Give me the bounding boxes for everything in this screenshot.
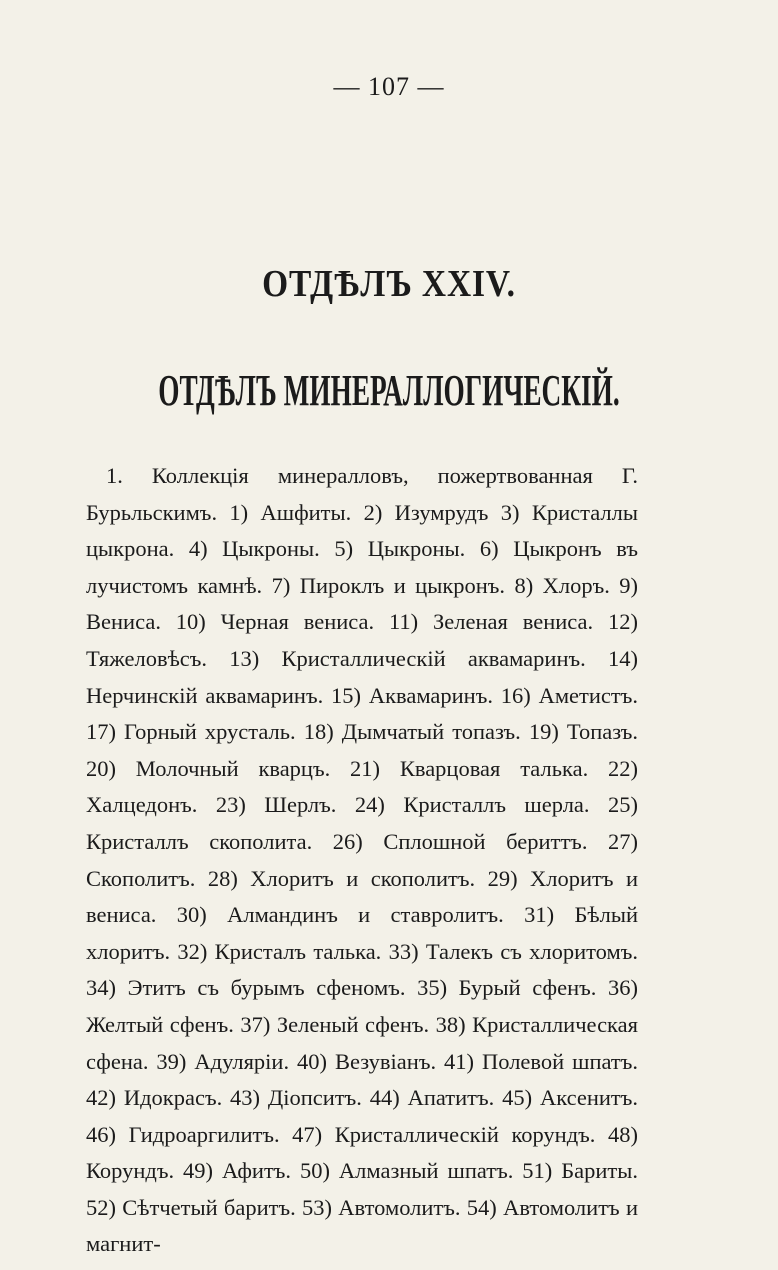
body-text-block [86, 458, 638, 1263]
page-number: — 107 — [333, 72, 445, 101]
section-subtitle: ОТДѢЛЪ МИНЕРАЛЛОГИЧЕСКІЙ. [158, 366, 620, 415]
section-title: ОТДѢЛЪ XXIV. [262, 263, 516, 305]
body-paragraph: 1. Коллекція минералловъ, пожертвованная Г. Бурьльскимъ. 1) Ашфиты. 2) Изумрудъ 3) Кристаллы цыкрона. 4) Цыкроны. 5) Цыкроны. 6) Цыкронъ въ лучистомъ камнѣ. 7) Пироклъ и цыкронъ. 8) Хлоръ. 9) Вениса. 10) Черная вениса. 11) Зеленая вениса. 12) Тяжеловѣсъ. 13) Кристаллическій аквамаринъ. 14) Нерчинскій аквамаринъ. 15) Аквамаринъ. 16) Аметистъ. 17) Горный хрусталь. 18) Дымчатый топазъ. 19) Топазъ. 20) Молочный кварцъ. 21) Кварцовая талька. 22) Халцедонъ. 23) Шерлъ. 24) Кристаллъ шерла. 25) Кристаллъ скополита. 26) Сплошной бериттъ. 27) Скополитъ. 28) Хлоритъ и скополитъ. 29) Хлоритъ и вениса. 30) Алмандинъ и ставролитъ. 31) Бѣлый хлоритъ. 32) Кристалъ талька. 33) Талекъ съ хлоритомъ. 34) Этитъ съ бурымъ сфеномъ. 35) Бурый сфенъ. 36) Желтый сфенъ. 37) Зеленый сфенъ. 38) Кристаллическая сфена. 39) Адуляріи. 40) Везувіанъ. 41) Полевой шпатъ. 42) Идокрасъ. 43) Діопситъ. 44) Апатитъ. 45) Аксенитъ. 46) Гидроаргилитъ. 47) Кристаллическій корундъ. 48) Корундъ. 49) Афитъ. 50) Алмазный шпатъ. 51) Бариты. 52) Сѣтчетый баритъ. 53) Автомолитъ. 54) Автомолитъ и магнит- [86, 463, 638, 1257]
